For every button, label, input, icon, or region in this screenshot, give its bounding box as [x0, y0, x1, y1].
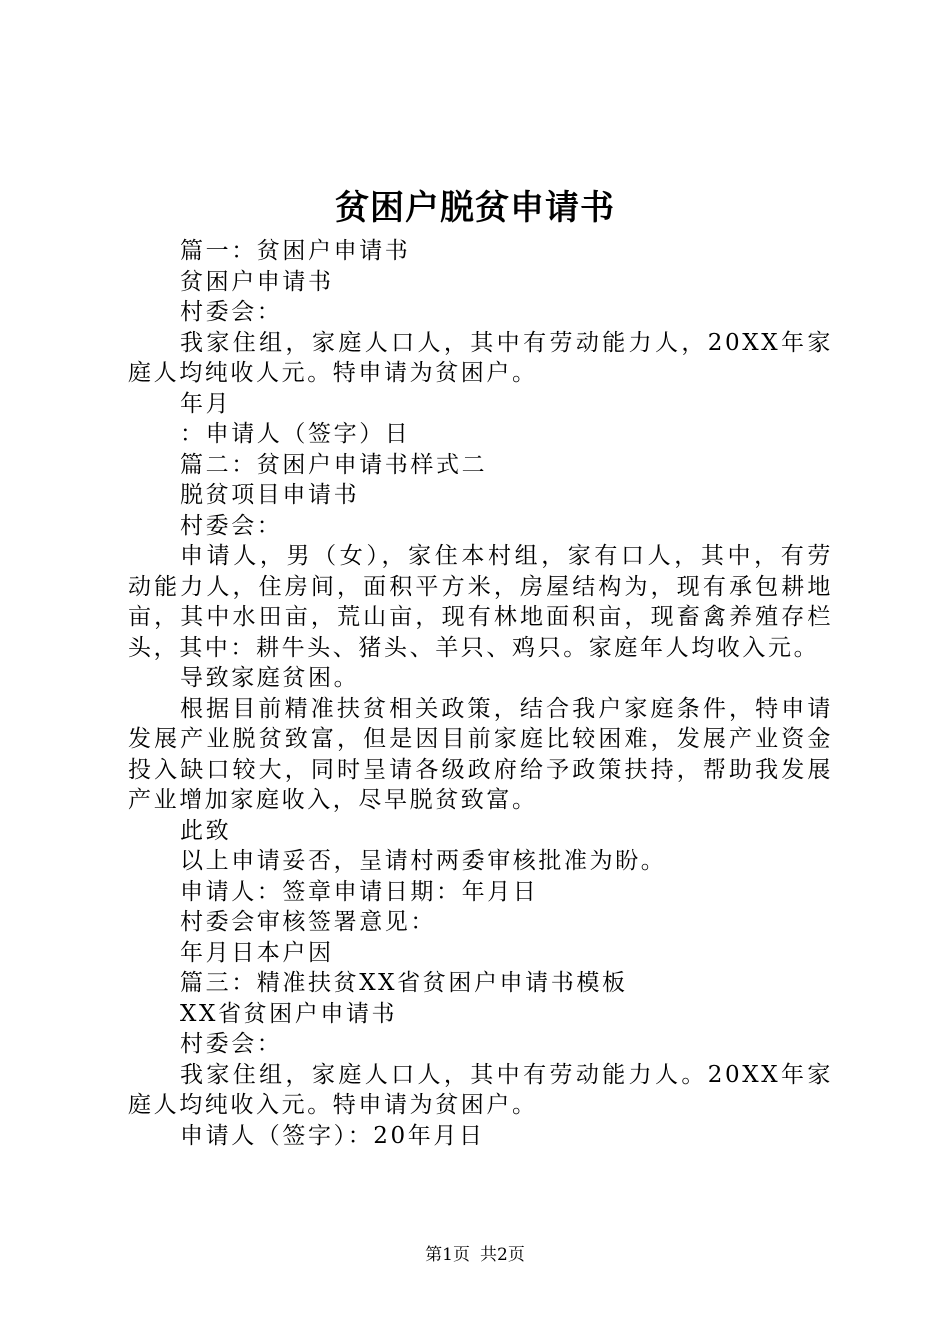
paragraph: 申请人：签章申请日期：年月日	[180, 878, 539, 905]
paragraph: 根据目前精准扶贫相关政策，结合我户家庭条件，特申请发展产业脱贫致富，但是因目前家庭比较困难，发展产业资金投入缺口较大，同时呈请各级政府给予政策扶持，帮助我发展产业增加家庭收入，尽早脱贫致富。	[128, 695, 833, 813]
paragraph: 我家住组，家庭人口人，其中有劳动能力人。20XX年家庭人均纯收入元。特申请为贫困户。	[128, 1061, 833, 1118]
page-footer	[0, 1243, 950, 1267]
paragraph: 此致	[180, 817, 232, 844]
paragraph: 篇二：贫困户申请书样式二	[180, 451, 488, 478]
page-number: 第1页	[425, 1245, 470, 1265]
paragraph: 脱贫项目申请书	[180, 482, 360, 508]
paragraph: 村委会审核签署意见：	[180, 909, 436, 935]
paragraph: 导致家庭贫困。	[180, 665, 360, 691]
paragraph: 篇三：精准扶贫XX省贫困户申请书模板	[180, 970, 628, 996]
page-total: 共2页	[480, 1245, 525, 1265]
paragraph: 申请人，男（女），家住本村组，家有口人，其中，有劳动能力人，住房间，面积平方米，房屋结构为，现有承包耕地亩，其中水田亩，荒山亩，现有林地面积亩，现畜禽养殖存栏头，其中：耕牛头、猪头、羊只、鸡只。家庭年人均收入元。	[128, 543, 833, 661]
paragraph: 村委会：	[180, 1031, 283, 1057]
paragraph: XX省贫困户申请书	[180, 1000, 398, 1027]
paragraph: 贫困户申请书	[180, 268, 334, 295]
paragraph: 村委会：	[180, 299, 283, 325]
paragraph: 村委会：	[180, 512, 283, 539]
paragraph: 年月	[180, 390, 232, 417]
paragraph: 篇一：贫困户申请书	[180, 238, 411, 264]
paragraph: 申请人（签字）：20年月日	[180, 1122, 485, 1149]
document-title: 贫困户脱贫申请书	[335, 188, 615, 228]
document-body	[128, 236, 833, 1151]
paragraph: 年月日本户因	[180, 939, 334, 966]
paragraph: 我家住组，家庭人口人，其中有劳动能力人，20XX年家庭人均纯收人元。特申请为贫困户。	[128, 329, 833, 386]
paragraph: 以上申请妥否，呈请村两委审核批准为盼。	[180, 848, 667, 874]
paragraph: ：申请人（签字）日	[180, 421, 411, 447]
